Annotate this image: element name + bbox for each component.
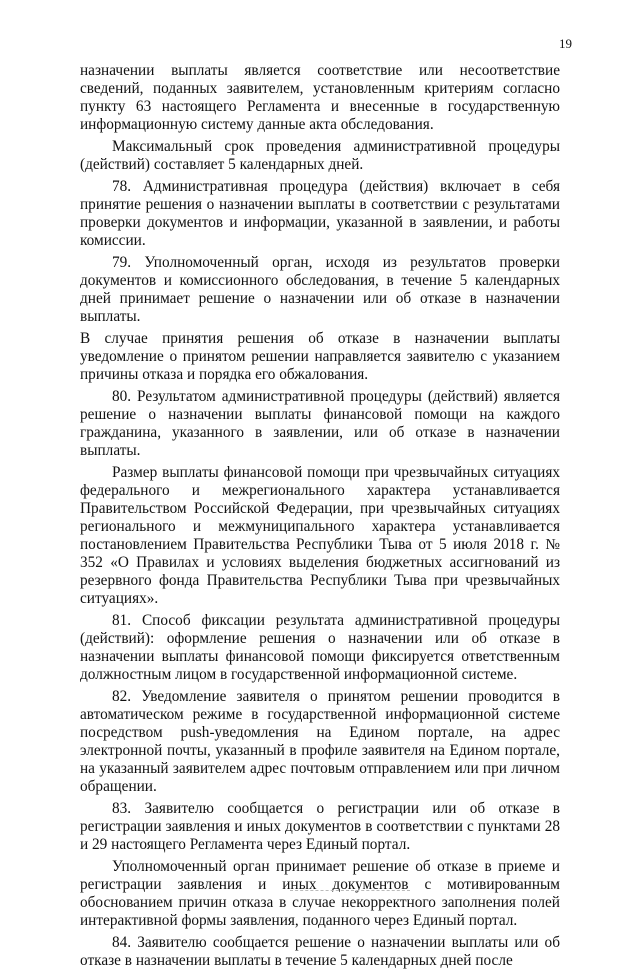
page-number: 19: [559, 36, 572, 51]
paragraph-82: 82. Уведомление заявителя о принятом решении проводится в автоматическом режиме в государственной информационной системе посредством push-уведомления на Едином портале, на адрес электронной почты, указанный в профиле заявителя на Едином портале, на указанный заявителем адрес почтовым отправлением или при личном обращении.: [80, 688, 560, 795]
paragraph-78: 78. Административная процедура (действия) включает в себя принятие решения о назначении выплаты в соответствии с результатами проверки документов и информации, указанной в заявлении, и работы комиссии.: [80, 178, 560, 249]
paragraph-83-refusal: Уполномоченный орган принимает решение об отказе в приеме и регистрации заявления и иных документов с мотивированным обоснованием причин отказа в случае некорректного заполнения полей интерактивной формы заявления, поданного через Единый портал.: [80, 858, 560, 929]
paragraph-2: Максимальный срок проведения административной процедуры (действий) составляет 5 календарных дней.: [80, 138, 560, 173]
document-body: [80, 62, 560, 974]
paragraph-80: 80. Результатом административной процедуры (действий) является решение о назначении выплаты финансовой помощи на каждого гражданина, указанного в заявлении, или об отказе в назначении выплаты.: [80, 388, 560, 459]
paragraph-84: 84. Заявителю сообщается решение о назначении выплаты или об отказе в назначении выплаты в течение 5 календарных дней после: [80, 934, 560, 969]
paragraph-81: 81. Способ фиксации результата административной процедуры (действий): оформление решения о назначении или об отказе в назначении выплаты финансовой помощи фиксируется ответственным должностным лицом в государственной информационной системе.: [80, 612, 560, 683]
paragraph-80-amount: Размер выплаты финансовой помощи при чрезвычайных ситуациях федерального и межрегионального характера устанавливается Правительством Российской Федерации, при чрезвычайных ситуациях регионального и межмуниципального характера устанавливается постановлением Правительства Республики Тыва от 5 июля 2018 г. № 352 «О Правилах и условиях выделения бюджетных ассигнований из резервного фонда Правительства Республики Тыва при чрезвычайных ситуациях».: [80, 464, 560, 607]
paragraph-1: назначении выплаты является соответствие или несоответствие сведений, поданных заявителем, установленным критериям согласно пункту 63 настоящего Регламента и внесенные в государственную информационную систему данные акта обследования.: [80, 62, 560, 133]
footer-divider: [290, 890, 410, 891]
paragraph-79-refusal: В случае принятия решения об отказе в назначении выплаты уведомление о принятом решении направляется заявителю с указанием причины отказа и порядка его обжалования.: [80, 330, 560, 383]
paragraph-83: 83. Заявителю сообщается о регистрации или об отказе в регистрации заявления и иных документов в соответствии с пунктами 28 и 29 настоящего Регламента через Единый портал.: [80, 800, 560, 853]
paragraph-79: 79. Уполномоченный орган, исходя из результатов проверки документов и комиссионного обследования, в течение 5 календарных дней принимает решение о назначении или об отказе в назначении выплаты.: [80, 254, 560, 325]
